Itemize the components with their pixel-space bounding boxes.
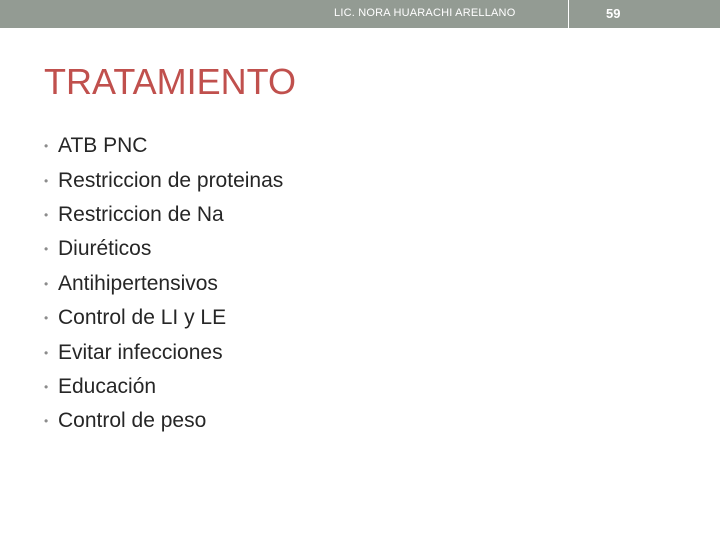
bullet-text: Control de peso [58,409,207,433]
bullet-item [44,404,283,438]
slide-title: TRATAMIENTO [44,61,296,102]
bullet-item [44,198,283,232]
bullet-text: Restriccion de proteinas [58,168,284,192]
bullet-icon: • [44,139,49,154]
bullet-list [44,129,283,439]
bullet-text: Control de LI y LE [58,306,227,330]
bullet-text: Restriccion de Na [58,202,224,226]
bullet-text: Antihipertensivos [58,271,218,295]
bullet-icon: • [44,311,49,326]
bullet-icon: • [44,276,49,291]
bullet-item [44,370,283,404]
bullet-item [44,301,283,335]
bullet-icon: • [44,414,49,429]
bullet-text: Diuréticos [58,237,152,261]
bullet-item [44,335,283,369]
bullet-text: ATB PNC [58,134,148,158]
bullet-item [44,163,283,197]
bullet-item [44,129,283,163]
bullet-icon: • [44,242,49,257]
bullet-item [44,267,283,301]
bullet-item [44,232,283,266]
header-divider [568,0,569,28]
bullet-icon: • [44,207,49,222]
bullet-icon: • [44,173,49,188]
bullet-text: Evitar infecciones [58,340,223,364]
header-author: LIC. NORA HUARACHI ARELLANO [334,7,516,19]
bullet-icon: • [44,379,49,394]
header-bar [0,0,720,28]
slide-number: 59 [606,6,621,21]
bullet-text: Educación [58,374,157,398]
bullet-icon: • [44,345,49,360]
